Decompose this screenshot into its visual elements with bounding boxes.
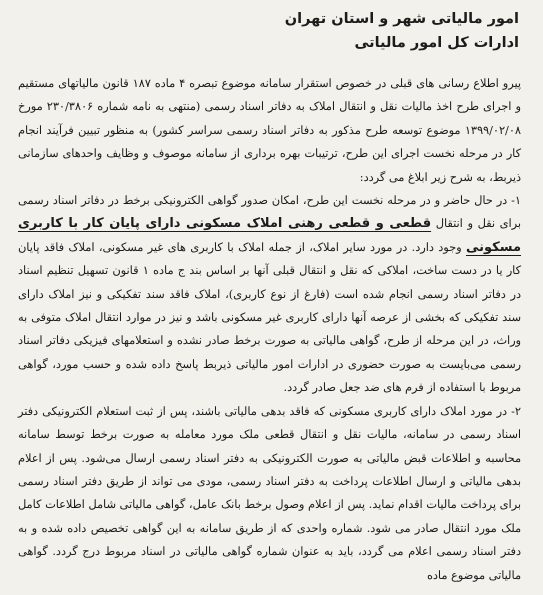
item-1-paragraph	[18, 189, 521, 400]
item-1-text-before: ۱- در حال حاضر و در مرحله نخست این طرح، امکان صدور گواهی الکترونیکی برخط در دفاتر اسناد رسمی برای نقل و انتقال	[18, 194, 522, 231]
header-title-line2: ادارات کل امور مالیاتی	[354, 35, 519, 51]
item-1-highlight: قطعی و قطعی رهنی املاک مسکونی دارای پایان کار با کاربری مسکونی	[18, 216, 521, 255]
item-2-paragraph: ۲- در مورد املاک دارای کاربری مسکونی که فاقد بدهی مالیاتی باشند، پس از ثبت استعلام الکترونیکی دفتر اسناد رسمی در سامانه، مالیات نقل و انتقال قطعی ملک مورد معامله به صورت برخط توسط سامانه محاسبه و اطلاعات قبض مالیاتی به صورت الکترونیکی به دفتر اسناد رسمی ارسال می‌شود. پس از اعلام بدهی مالیاتی و ارسال اطلاعات پرداخت به دفتر اسناد رسمی، مودی می تواند از طریق دفتر اسناد رسمی برای پرداخت مالیات اقدام نماید. پس از اعلام وصول برخط بانک عامل، گواهی مالیاتی شامل اطلاعات کامل ملک مورد انتقال صادر می شود. شماره واحدی که از طریق سامانه به این گواهی تخصیص داده شده و به دفتر اسناد رسمی اعلام می گردد، باید به عنوان شماره گواهی مالیاتی در اسناد مربوط درج گردد. گواهی مالیاتی موضوع ماده	[18, 404, 521, 582]
intro-paragraph: پیرو اطلاع رسانی های قبلی در خصوص استقرار سامانه موضوع تبصره ۴ ماده ۱۸۷ قانون مالیاتهای مستقیم و اجرای طرح اخذ مالیات نقل و انتقال املاک به دفاتر اسناد رسمی (منتهی به نامه شماره ۲۳۰/۳۸۰۶ مورخ ۱۳۹۹/۰۲/۰۸ موضوع توسعه طرح مذکور به دفاتر اسناد رسمی سراسر کشور) به منظور تبیین فرآیند انجام کار در مرحله نخست اجرای این طرح، ترتیبات بهره برداری از سامانه موصوف و وظایف واحدهای سازمانی ذیربط، به شرح زیر ابلاغ می گردد:	[18, 77, 521, 184]
header-title-line1: امور مالیاتی شهر و استان تهران	[284, 11, 519, 27]
item-1-text-after: وجود دارد. در مورد سایر املاک، از جمله املاک با کاربری های غیر مسکونی، املاک فاقد پایان کار یا در دست ساخت، املاکی که نقل و انتقال قبلی آنها بر اساس بند ج ماده ۱ قانون تسهیل تنظیم اسناد در دفاتر اسناد رسمی انجام شده است (فارغ از نوع کاربری)، املاک فاقد سند تفکیکی و نیز املاک دارای سند تفکیکی که بخشی از عرصه آنها دارای کاربری غیر مسکونی باشد و نیز در موارد انتقال املاک متوفی به وراث، در این مرحله از طرح، گواهی مالیاتی به صورت برخط صادر نشده و استعلامهای فیزیکی دفاتر اسناد رسمی می‌بایست به صورت حضوری در ادارات امور مالیاتی ذیربط پاسخ داده شده و حسب مورد، گواهی مربوط با استفاده از فرم های ضد جعل صادر گردد.	[18, 240, 521, 395]
document-body	[18, 72, 521, 587]
